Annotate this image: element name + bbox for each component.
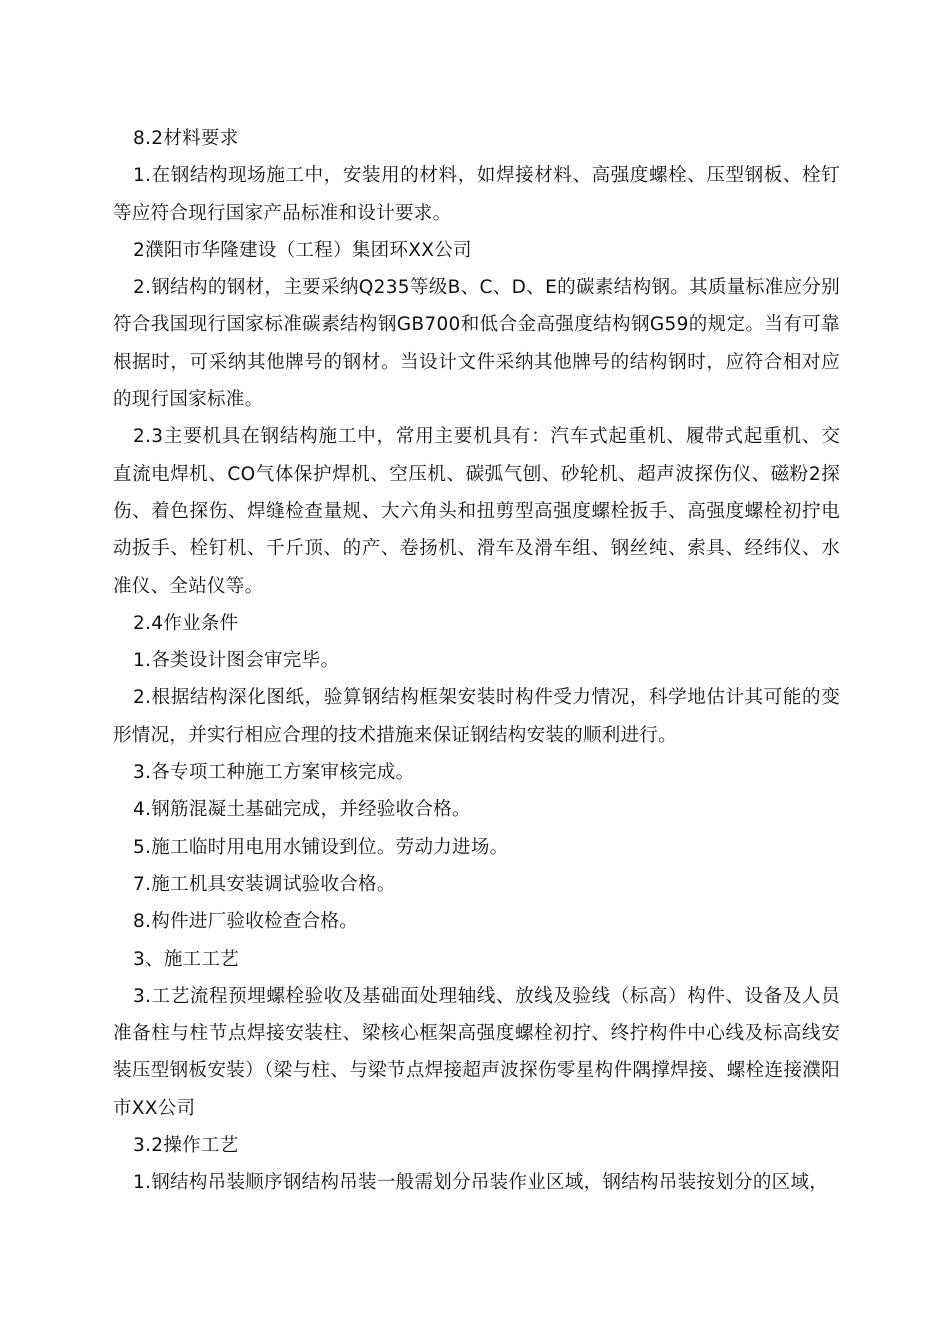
paragraph-process-flow: 3.工艺流程预埋螺栓验收及基础面处理轴线、放线及验线（标高）构件、设备及人员准备柱与柱节点焊接安装柱、梁核心框架高强度螺栓初拧、终拧构件中心线及标高线安装压型钢板安装）（梁与柱、与梁节点焊接超声波探伤零星构件隅撑焊接、螺栓连接濮阳市XX公司 — [113, 985, 840, 1119]
section-heading-3-2: 3.2操作工艺 — [133, 1135, 239, 1157]
paragraph-company-line: 2濮阳市华隆建设（工程）集团环XX公司 — [133, 239, 472, 261]
section-heading-8-2: 8.2材料要求 — [133, 128, 239, 149]
document-body — [113, 120, 840, 1202]
paragraph-operation-1: 1.钢结构吊装顺序钢结构吊装一般需划分吊装作业区域，钢结构吊装按划分的区域， — [133, 1172, 829, 1194]
paragraph-condition-1: 1.各类设计图会审完毕。 — [133, 650, 340, 672]
section-heading-3: 3、施工工艺 — [133, 948, 240, 970]
paragraph-condition-5: 5.施工临时用电用水铺设到位。劳动力进场。 — [133, 836, 509, 858]
paragraph-main-equipment: 2.3主要机具在钢结构施工中，常用主要机具有：汽车式起重机、履带式起重机、交直流电焊机、CO气体保护焊机、空压机、碳弧气刨、砂轮机、超声波探伤仪、磁粉2探伤、着色探伤、焊缝检查量规、大六角头和扭剪型高强度螺栓扳手、高强度螺栓初拧电动扳手、栓钉机、千斤顶、的产、卷扬机、滑车及滑车组、钢丝纯、索具、经纬仪、水准仪、全站仪等。 — [113, 426, 840, 597]
paragraph-steel-materials: 2.钢结构的钢材，主要采纳Q235等级B、C、D、E的碳素结构钢。其质量标准应分别符合我国现行国家标准碳素结构钢GB700和低合金高强度结构钢G59的规定。当有可靠根据时，可采纳其他牌号的钢材。当设计文件采纳其他牌号的结构钢时，应符合相对应的现行国家标准。 — [113, 277, 840, 411]
paragraph-condition-7: 7.施工机具安装调试验收合格。 — [133, 873, 396, 895]
section-heading-2-4: 2.4作业条件 — [133, 612, 239, 634]
paragraph-condition-2: 2.根据结构深化图纸，验算钢结构框架安装时构件受力情况，科学地估计其可能的变形情况，并实行相应合理的技术措施来保证钢结构安装的顺利进行。 — [113, 687, 840, 746]
paragraph-materials-1: 1.在钢结构现场施工中，安装用的材料，如焊接材料、高强度螺栓、压型钢板、栓钉等应符合现行国家产品标准和设计要求。 — [113, 165, 840, 224]
paragraph-condition-8: 8.构件进厂验收检查合格。 — [133, 911, 359, 933]
paragraph-condition-4: 4.钢筋混凝土基础完成，并经验收合格。 — [133, 799, 471, 821]
paragraph-condition-3: 3.各专项工种施工方案审核完成。 — [133, 762, 415, 784]
